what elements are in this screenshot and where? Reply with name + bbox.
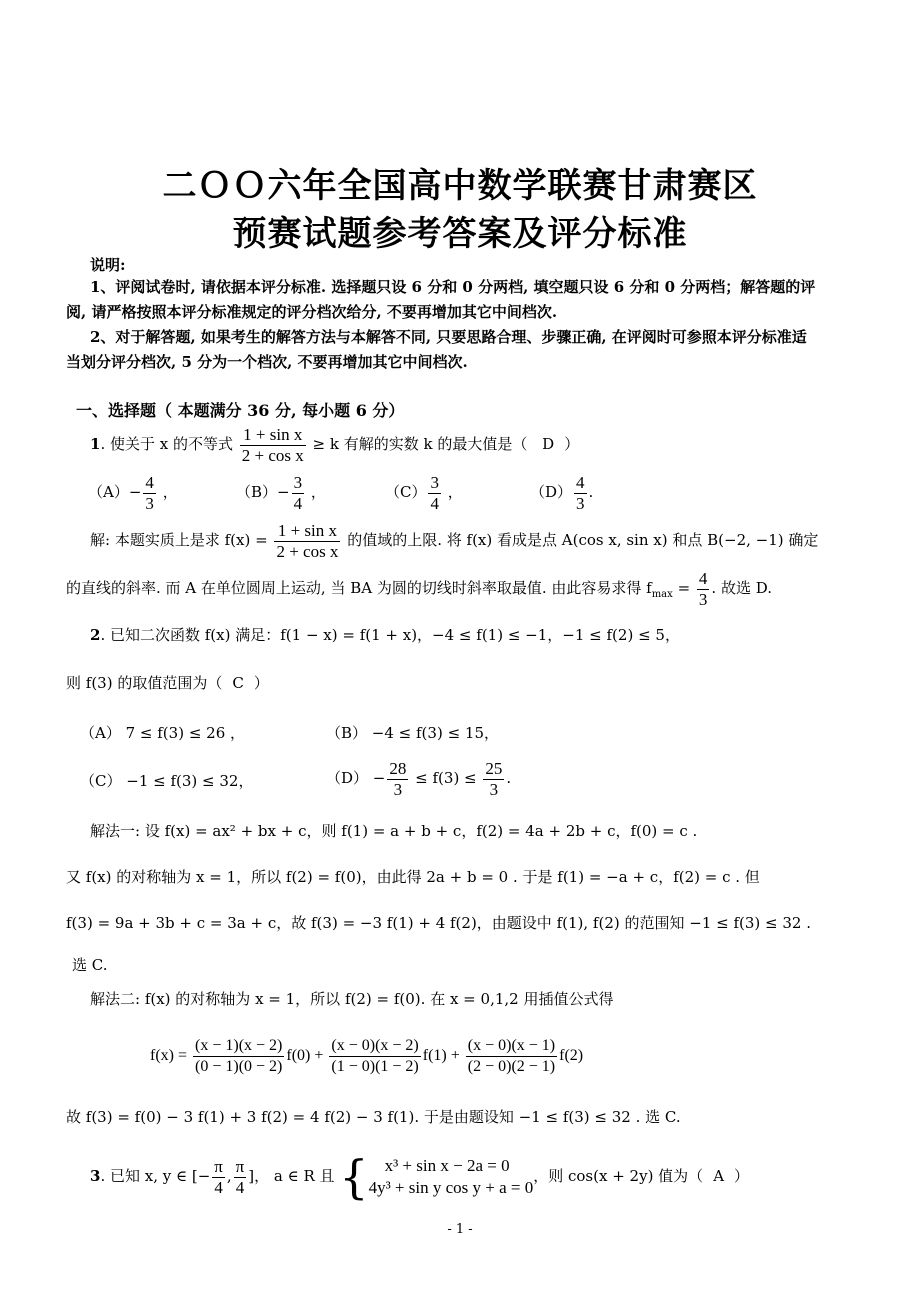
q2-formula-t1: f(0) + [286, 1047, 324, 1064]
q2-option-d-c: . [506, 769, 512, 787]
note-item2-line1: 2、对于解答题, 如果考生的解答方法与本解答不同, 只要思路合理、步骤正确, 在评阅时可参照本评分标准适 [90, 328, 807, 346]
q1-option-b-num: 3 [293, 472, 303, 492]
q2-option-d-num2: 25 [485, 758, 503, 778]
q1-option-d-den: 3 [576, 493, 585, 513]
q1-option-c-num: 3 [430, 472, 439, 492]
notes-heading: 说明: [90, 256, 126, 274]
q2-method1-line3: f(3) = 9a + 3b + c = 3a + c，故 f(3) = −3 f(1) + 4 f(2)，由题设中 f(1), f(2) 的范围知 −1 ≤ f(3) ≤ 32 . [66, 914, 811, 932]
q3-number: 3 [90, 1167, 101, 1185]
q2-formula-f: f(x) = [150, 1047, 188, 1064]
q2-interpolation-formula [150, 1032, 583, 1080]
q2-option-d-num1: 28 [389, 758, 407, 778]
q1-option-b-den: 4 [293, 493, 303, 513]
q2-line2-a: 则 f(3) 的取值范围为（ [66, 674, 223, 692]
q2-formula-frac2 [329, 1036, 420, 1077]
q2-option-b: （B） −4 ≤ f(3) ≤ 15， [326, 724, 499, 742]
q1-stem [90, 422, 579, 466]
q1-solution-line1 [90, 518, 818, 562]
q2-formula-t3: f(2) [559, 1047, 584, 1064]
q1-option-a-sign: − [128, 483, 142, 501]
q2-option-d-den2: 3 [489, 779, 499, 799]
q2-line1: . 已知二次函数 f(x) 满足：f(1 − x) = f(1 + x)，−4 ≤ f(1) ≤ −1，−1 ≤ f(2) ≤ 5， [100, 626, 680, 644]
q1-solution-result-num: 4 [698, 568, 708, 588]
q3-answer: A [713, 1167, 725, 1185]
q1-option-c: （C） $\frac{3}{4}$ ， [385, 472, 463, 513]
q2-option-d-frac1 [387, 759, 408, 800]
q1-solution-frac-num: 1 + sin x [274, 521, 340, 542]
note-item1-line1: 1、评阅试卷时, 请依据本评分标准. 选择题只设 6 分和 0 分两档, 填空题只设 6 分和 0 分两档；解答题的评 [90, 278, 816, 296]
q2-method1-line1: 解法一: 设 f(x) = ax² + bx + c，则 f(1) = a + b + c，f(2) = 4a + 2b + c，f(0) = c . [90, 822, 698, 840]
q1-solution-a: 解: 本题实质上是求 f(x) = [90, 531, 268, 549]
q1-option-c-frac [428, 473, 441, 514]
q1-option-b-label: （B） [236, 483, 278, 501]
q1-frac-num: 1 + sin x [240, 425, 306, 446]
q1-text-b: ≥ k 有解的实数 k 的最大值是（ [312, 435, 528, 453]
q1-option-c-label: （C） [385, 483, 427, 501]
q2-option-d-b: ≤ f(3) ≤ [415, 769, 477, 787]
q1-solution-b: 的值域的上限. 将 f(x) 看成是点 A(cos x, sin x) 和点 B(−2, −1) 确定 [347, 531, 819, 549]
q1-solution-d: . 故选 D. [711, 579, 772, 597]
q2-formula-den2: (1 − 0)(1 − 2) [331, 1057, 419, 1075]
page-title-line1: 二ＯＯ六年全国高中数学联赛甘肃赛区 [162, 166, 758, 206]
q3-close: ） [734, 1167, 750, 1185]
q1-option-a-den: 3 [145, 493, 154, 513]
q1-solution-frac [274, 521, 340, 562]
q3-equation-2: 4y³ + sin y cos y + a = 0 [368, 1178, 534, 1197]
q3-pi-frac2 [234, 1157, 247, 1198]
q3-pi-num1: π [214, 1156, 223, 1176]
q3-stem [90, 1148, 749, 1204]
q1-option-d-num: 4 [576, 472, 585, 492]
q3-text-mid: , [226, 1167, 232, 1185]
q2-option-a: （A） 7 ≤ f(3) ≤ 26 ， [80, 724, 246, 742]
q2-formula-den3: (2 − 0)(2 − 1) [467, 1057, 556, 1075]
q3-pi-den2: 4 [235, 1177, 245, 1197]
q2-formula-frac1 [193, 1036, 284, 1077]
q2-option-d [326, 756, 511, 800]
q3-equation-1: x³ + sin x − 2a = 0 [384, 1156, 510, 1175]
q1-option-a: （A）− $\frac{4}{3}$ ， [88, 472, 178, 513]
q1-number: 1 [90, 435, 101, 453]
q3-pi-num2: π [235, 1156, 245, 1176]
q3-text-c: ，则 cos(x + 2y) 值为（ [533, 1167, 704, 1185]
q1-solution-sub: max [651, 589, 673, 600]
q1-solution-result-den: 3 [698, 589, 708, 609]
q2-formula-t2: f(1) + [422, 1047, 460, 1064]
q2-option-d-a: （D） − [326, 769, 386, 787]
q1-solution-line2 [66, 566, 772, 617]
note-item2-line2: 当划分评分档次, 5 分为一个档次, 不要再增加其它中间档次. [66, 353, 468, 371]
q2-stem-line2 [66, 672, 269, 693]
q2-formula-frac3 [466, 1036, 557, 1077]
q3-system-brace: { [339, 1150, 369, 1204]
q1-option-d: （D） $\frac{4}{3}$ . [530, 472, 594, 513]
q2-method2-line1: 解法二: f(x) 的对称轴为 x = 1，所以 f(2) = f(0). 在 x = 0,1,2 用插值公式得 [90, 990, 614, 1008]
q2-number: 2 [90, 626, 101, 644]
q2-option-d-den1: 3 [393, 779, 403, 799]
q1-solution-result-frac [697, 569, 710, 610]
q1-option-d-frac [574, 473, 587, 514]
section1-heading: 一、选择题（ 本题满分 36 分, 每小题 6 分） [76, 401, 405, 420]
q3-equation-system [369, 1155, 534, 1199]
q1-answer: D [542, 435, 555, 453]
page-title-line2: 预赛试题参考答案及评分标准 [232, 214, 688, 254]
q1-solution-c: 的直线的斜率. 而 A 在单位圆周上运动, 当 BA 为圆的切线时斜率取最值. 由此容易求得 f [66, 579, 652, 597]
q2-line2-b: ） [253, 674, 269, 692]
page-number: - 1 - [447, 1222, 473, 1237]
q1-option-d-label: （D） [530, 483, 573, 501]
q1-close: ） [564, 435, 580, 453]
q2-answer: C [232, 674, 244, 692]
q1-option-a-frac [143, 473, 156, 514]
q2-stem-line1 [90, 624, 680, 645]
q2-method1-line4: 选 C. [72, 956, 108, 974]
q2-option-d-frac2 [483, 759, 504, 800]
q3-pi-frac1 [212, 1157, 225, 1198]
q2-formula-num3: (x − 0)(x − 1) [466, 1036, 557, 1057]
q2-formula-den1: (0 − 1)(0 − 2) [195, 1057, 283, 1075]
q2-method1-line2: 又 f(x) 的对称轴为 x = 1，所以 f(2) = f(0)，由此得 2a + b = 0 . 于是 f(1) = −a + c，f(2) = c . 但 [66, 868, 760, 886]
q2-formula-num2: (x − 0)(x − 2) [329, 1036, 420, 1057]
q1-solution-eq: = [672, 579, 691, 597]
q2-method2-line3: 故 f(3) = f(0) − 3 f(1) + 3 f(2) = 4 f(2) − 3 f(1). 于是由题设知 −1 ≤ f(3) ≤ 32 . 选 C. [66, 1108, 681, 1126]
q1-option-b-frac [292, 473, 305, 514]
q2-formula-num1: (x − 1)(x − 2) [193, 1036, 284, 1057]
q3-text-a: . 已知 x, y ∈ [− [100, 1167, 211, 1185]
q3-pi-den1: 4 [214, 1177, 223, 1197]
q1-option-c-den: 4 [430, 493, 439, 513]
q1-option-b-sign: − [277, 483, 290, 501]
q1-text-a: . 使关于 x 的不等式 [100, 435, 233, 453]
q1-option-a-label: （A） [88, 483, 129, 501]
q1-option-a-num: 4 [145, 472, 154, 492]
q1-option-b: （B）− $\frac{3}{4}$ ， [236, 472, 326, 513]
note-item1-line2: 阅, 请严格按照本评分标准规定的评分档次给分, 不要再增加其它中间档次. [66, 303, 558, 321]
q1-solution-frac-den: 2 + cos x [276, 541, 339, 561]
q3-text-b: ]， a ∈ R 且 [248, 1167, 335, 1185]
q1-fraction [240, 425, 306, 466]
q1-frac-den: 2 + cos x [241, 445, 304, 465]
q2-option-c: （C） −1 ≤ f(3) ≤ 32， [80, 772, 254, 790]
